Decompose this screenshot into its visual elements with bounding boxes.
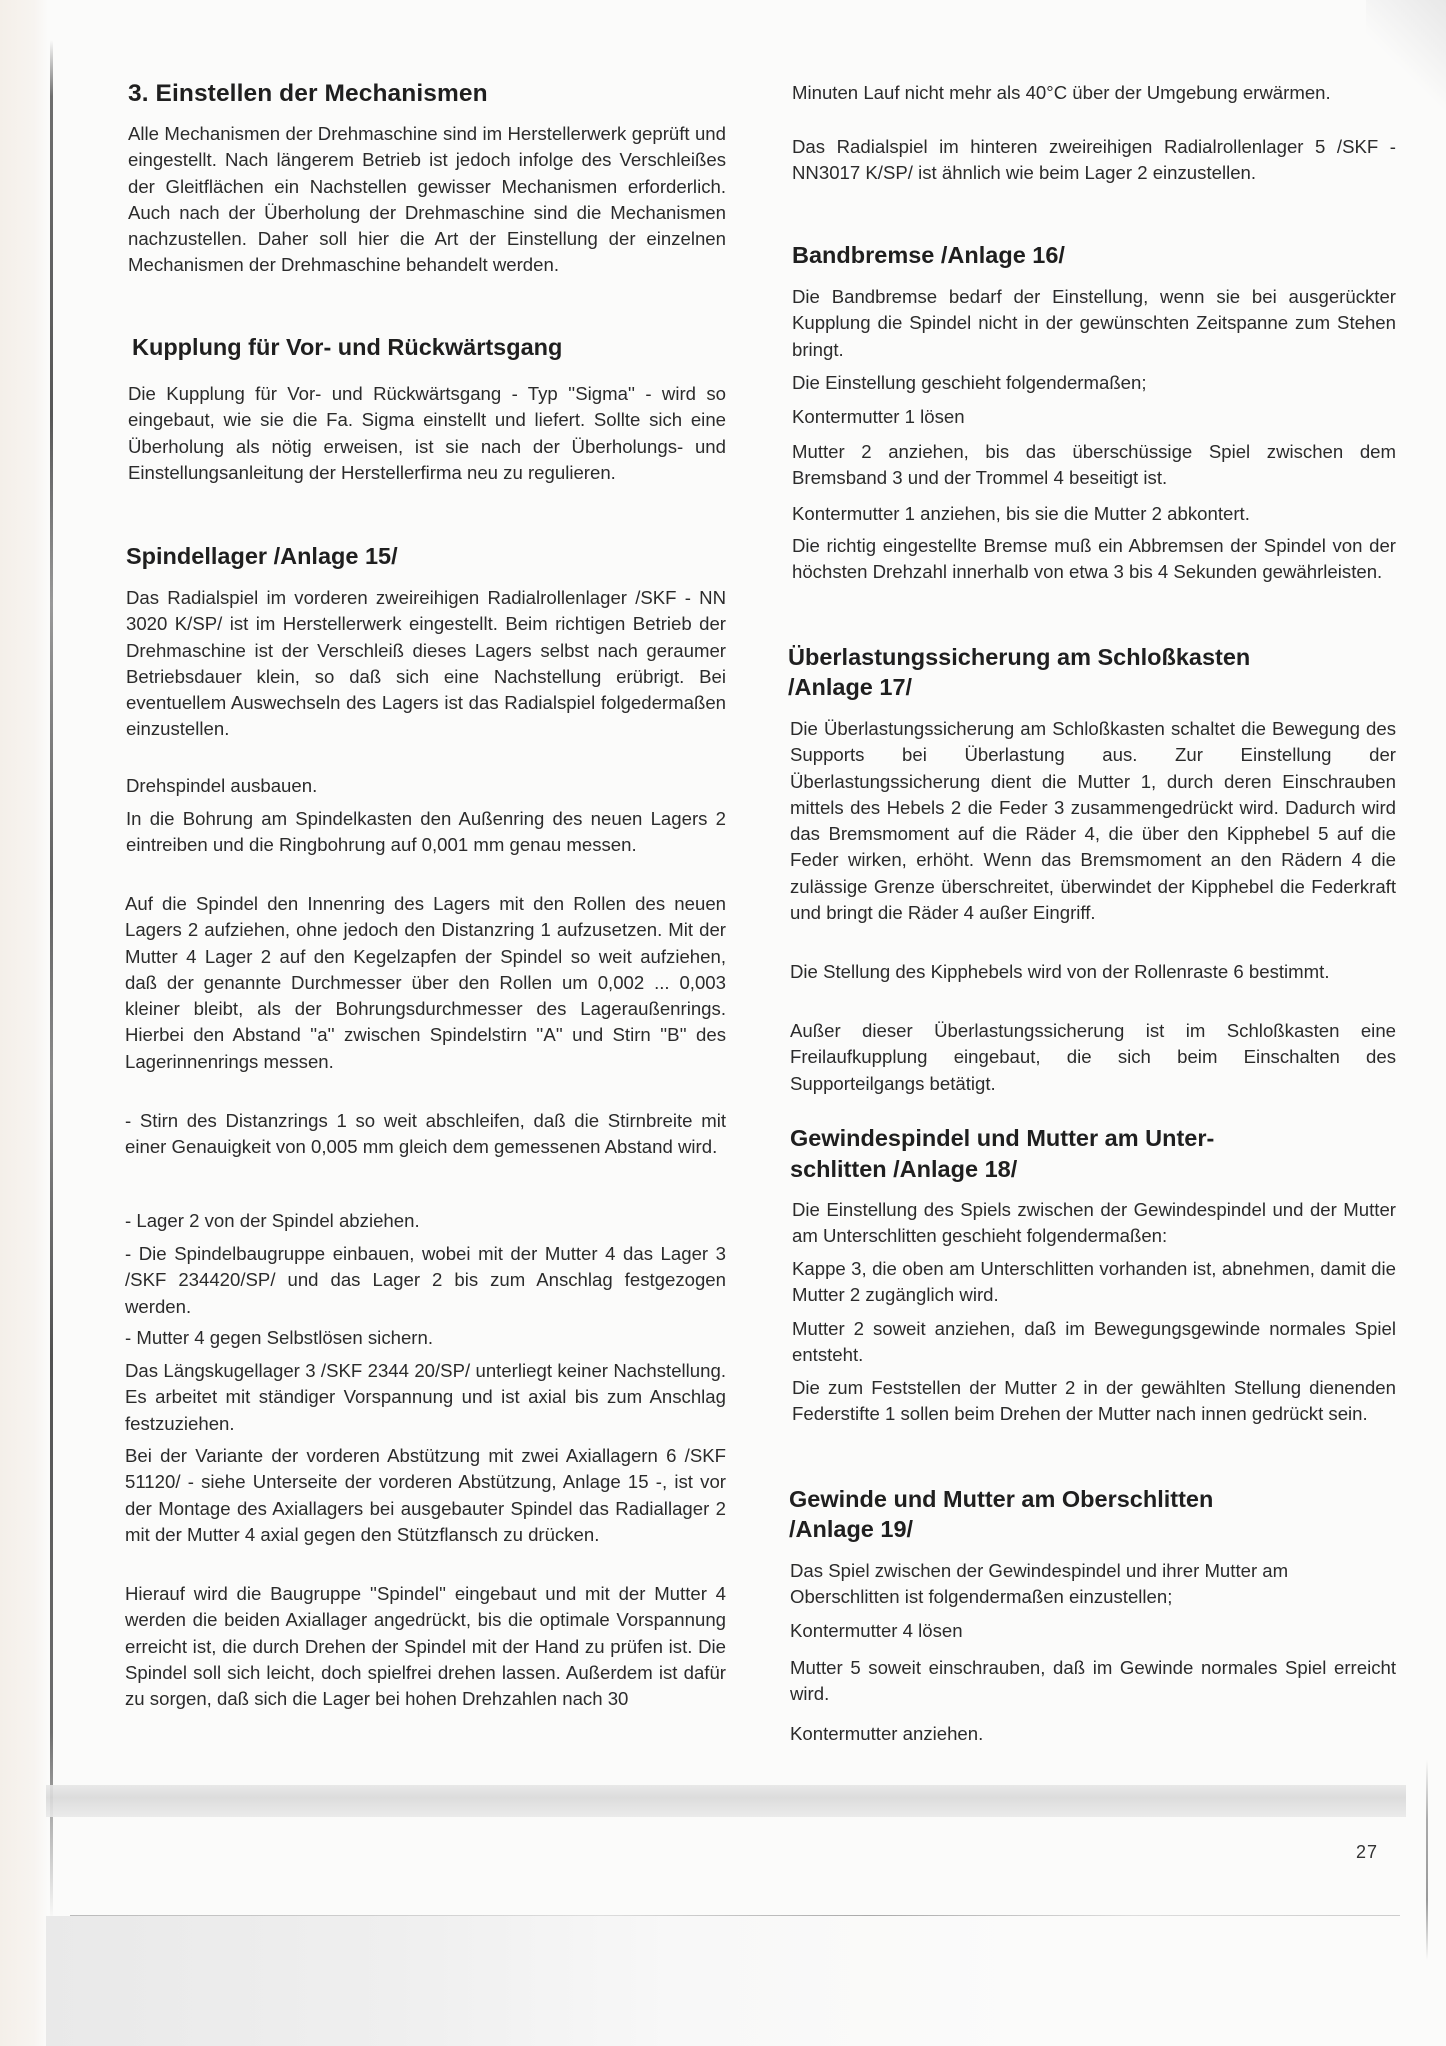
oberschlitten-step-1: Kontermutter 4 lösen xyxy=(790,1620,963,1641)
oberschlitten-step-3: Kontermutter anziehen. xyxy=(790,1723,984,1744)
section-title: 3. Einstellen der Mechanismen xyxy=(128,80,488,107)
heading-ueberlastung-line2: /Anlage 17/ xyxy=(788,674,913,700)
ueberlastung-paragraph-3: Außer dieser Überlastungssicherung ist im Schloßkasten eine Freilaufkupplung eingebaut, die sich beim Einschalten des Supporteilgangs betätigt. xyxy=(790,1020,1396,1094)
heading-spindellager: Spindellager /Anlage 15/ xyxy=(126,543,398,569)
spindellager-paragraph-2: Drehspindel ausbauen. xyxy=(126,775,318,796)
gewindespindel-step-1: Kappe 3, die oben am Unterschlitten vorhanden ist, abnehmen, damit die Mutter 2 zugänglich wird. xyxy=(792,1258,1396,1306)
spindellager-paragraph-6: Bei der Variante der vorderen Abstützung mit zwei Axiallagern 6 /SKF 51120/ - siehe Unterseite der vorderen Abstützung, Anlage 15 -, ist vor der Montage des Axiallagers bei ausgebauter Spindel das Radiallager 2 mit der Mutter 4 axial gegen den Stützflansch zu drücken. xyxy=(125,1445,726,1545)
heading-gewindespindel-line2: schlitten /Anlage 18/ xyxy=(790,1156,1018,1182)
heading-ueberlastung-line1: Überlastungssicherung am Schloßkasten xyxy=(788,644,1251,670)
heading-gewindespindel-line1: Gewindespindel und Mutter am Unter- xyxy=(790,1125,1215,1151)
spindellager-step-3: - Die Spindelbaugruppe einbauen, wobei mit der Mutter 4 das Lager 3 /SKF 234420/SP/ und das Lager 2 bis zum Anschlag festgezogen werden. xyxy=(125,1243,726,1317)
scan-bottom-shadow xyxy=(46,1916,1446,2046)
oberschlitten-paragraph-1: Das Spiel zwischen der Gewindespindel und ihrer Mutter am Oberschlitten ist folgendermaßen einzustellen; xyxy=(790,1560,1289,1608)
bandbremse-paragraph-3: Die richtig eingestellte Bremse muß ein Abbremsen der Spindel von der höchsten Drehzahl innerhalb von etwa 3 bis 4 Sekunden gewährleisten. xyxy=(792,535,1396,583)
heading-oberschlitten-line2: /Anlage 19/ xyxy=(789,1516,914,1542)
spindellager-step-4: - Mutter 4 gegen Selbstlösen sichern. xyxy=(125,1327,433,1348)
bandbremse-step-1: Kontermutter 1 lösen xyxy=(792,406,965,427)
oberschlitten-step-2: Mutter 5 soweit einschrauben, daß im Gewinde normales Spiel erreicht wird. xyxy=(790,1657,1396,1705)
spindellager-step-2: - Lager 2 von der Spindel abziehen. xyxy=(125,1210,420,1231)
spindellager-paragraph-3: In die Bohrung am Spindelkasten den Außenring des neuen Lagers 2 eintreiben und die Ringbohrung auf 0,001 mm genau messen. xyxy=(126,808,726,856)
heading-bandbremse: Bandbremse /Anlage 16/ xyxy=(792,242,1065,268)
gewindespindel-paragraph-1: Die Einstellung des Spiels zwischen der Gewindespindel und der Mutter am Unterschlitten geschieht folgendermaßen: xyxy=(792,1199,1396,1247)
continuation-paragraph-1: Minuten Lauf nicht mehr als 40°C über der Umgebung erwärmen. xyxy=(792,82,1331,103)
binding-shadow-line xyxy=(50,40,53,1920)
gewindespindel-step-2: Mutter 2 soweit anziehen, daß im Bewegungsgewinde normales Spiel entsteht. xyxy=(792,1318,1396,1366)
scan-gray-band xyxy=(46,1785,1406,1817)
continuation-paragraph-2: Das Radialspiel im hinteren zweireihigen Radialrollenlager 5 /SKF - NN3017 K/SP/ ist ähnlich wie beim Lager 2 einzustellen. xyxy=(792,136,1396,184)
spindellager-paragraph-5: Das Längskugellager 3 /SKF 2344 20/SP/ unterliegt keiner Nachstellung. Es arbeitet mit ständiger Vorspannung und ist axial bis zum Anschlag festzuziehen. xyxy=(125,1360,726,1434)
kupplung-paragraph: Die Kupplung für Vor- und Rückwärtsgang - Typ ''Sigma'' - wird so eingebaut, wie sie die Fa. Sigma einstellt und liefert. Sollte sich eine Überholung als nötig erweisen, ist sie nach der Überholungs- und Einstellungsanleitung der Herstellerfirma neu zu regulieren. xyxy=(128,383,726,483)
spindellager-paragraph-1: Das Radialspiel im vorderen zweireihigen Radialrollenlager /SKF - NN 3020 K/SP/ ist im Herstellerwerk eingestellt. Beim richtigen Betrieb der Drehmaschine ist der Verschleiß dieses Lagers selbst nach geraumer Betriebsdauer klein, so daß sich eine Nachstellung erübrigt. Bei eventuellem Auswechseln des Lagers ist das Radialspiel folgedermaßen einzustellen. xyxy=(126,587,726,740)
bandbremse-step-3: Kontermutter 1 anziehen, bis sie die Mutter 2 abkontert. xyxy=(792,503,1250,524)
spindellager-paragraph-4: Auf die Spindel den Innenring des Lagers mit den Rollen des neuen Lagers 2 aufziehen, ohne jedoch den Distanzring 1 aufzusetzen. Mit der Mutter 4 Lager 2 auf den Kegelzapfen der Spindel so weit aufziehen, daß der genannte Durchmesser über den Rollen um 0,002 ... 0,003 kleiner bleibt, als der Bohrungsdurchmesser des Lageraußenrings. Hierbei den Abstand ''a'' zwischen Spindelstirn ''A'' und Stirn ''B'' des Lagerinnenrings messen. xyxy=(125,893,726,1072)
ueberlastung-paragraph-1: Die Überlastungssicherung am Schloßkasten schaltet die Bewegung des Supports bei Überlastung aus. Zur Einstellung der Überlastungssicherung dient die Mutter 1, durch deren Einschrauben mittels des Hebels 2 die Feder 3 zusammengedrückt wird. Dadurch wird das Bremsmoment auf die Räder 4, die über den Kipphebel 5 auf die Feder wirken, erhöht. Wenn das Bremsmoment an den Rädern 4 die zulässige Grenze überschreitet, überwindet der Kipphebel die Federkraft und bringt die Räder 4 außer Eingriff. xyxy=(790,718,1396,924)
heading-oberschlitten-line1: Gewinde und Mutter am Oberschlitten xyxy=(789,1486,1214,1512)
ueberlastung-paragraph-2: Die Stellung des Kipphebels wird von der Rollenraste 6 bestimmt. xyxy=(790,961,1330,982)
scan-left-edge xyxy=(0,0,48,2046)
gewindespindel-step-3: Die zum Feststellen der Mutter 2 in der gewählten Stellung dienenden Federstifte 1 sollen beim Drehen der Mutter nach innen gedrückt sein. xyxy=(792,1377,1396,1425)
spindellager-step-1: - Stirn des Distanzrings 1 so weit abschleifen, daß die Stirnbreite mit einer Genauigkeit von 0,005 mm gleich dem gemessenen Abstand wird. xyxy=(125,1110,726,1158)
page-number: 27 xyxy=(1356,1842,1379,1862)
bandbremse-step-2: Mutter 2 anziehen, bis das überschüssige Spiel zwischen dem Bremsband 3 und der Trommel 4 beseitigt ist. xyxy=(792,441,1396,489)
spindellager-paragraph-7: Hierauf wird die Baugruppe ''Spindel'' eingebaut und mit der Mutter 4 werden die beiden Axiallager angedrückt, bis die optimale Vorspannung erreicht ist, die durch Drehen der Spindel mit der Hand zu prüfen ist. Die Spindel soll sich leicht, doch spielfrei drehen lassen. Außerdem ist dafür zu sorgen, daß sich die Lager bei hohen Drehzahlen nach 30 xyxy=(125,1583,726,1710)
bandbremse-paragraph-1: Die Bandbremse bedarf der Einstellung, wenn sie bei ausgerückter Kupplung die Spindel nicht in der gewünschten Zeitspanne zum Stehen bringt. xyxy=(792,286,1396,360)
bandbremse-paragraph-2: Die Einstellung geschieht folgendermaßen; xyxy=(792,372,1147,393)
intro-paragraph: Alle Mechanismen der Drehmaschine sind im Herstellerwerk geprüft und eingestellt. Nach längerem Betrieb ist jedoch infolge des Verschleißes der Gleitflächen ein Nachstellen gewisser Mechanismen erforderlich. Auch nach der Überholung der Drehmaschine sind die Mechanismen nachzustellen. Daher soll hier die Art der Einstellung der einzelnen Mechanismen der Drehmaschine behandelt werden. xyxy=(128,123,726,276)
heading-kupplung: Kupplung für Vor- und Rückwärtsgang xyxy=(132,334,563,360)
scan-right-edge xyxy=(1426,1760,1428,1960)
